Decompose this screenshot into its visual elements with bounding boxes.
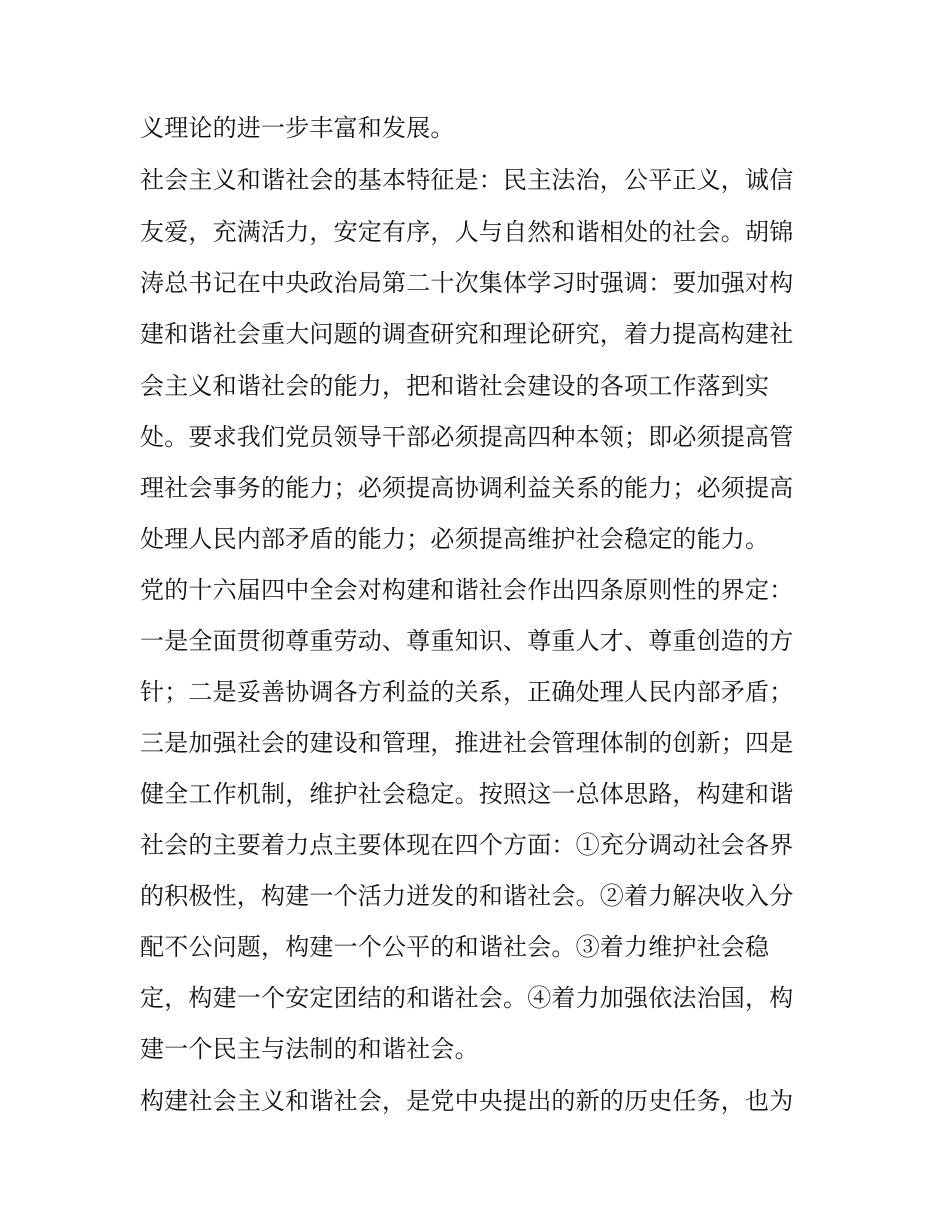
- text-line: 义理论的进一步丰富和发展。: [140, 114, 455, 142]
- text-line: 定，构建一个安定团结的和谐社会。④着力加强依法治国，构: [140, 984, 794, 1012]
- text-line: 党的十六届四中全会对构建和谐社会作出四条原则性的界定：: [140, 576, 794, 604]
- text-line: 会主义和谐社会的能力，把和谐社会建设的各项工作落到实: [140, 372, 770, 400]
- text-line: 涛总书记在中央政治局第二十次集体学习时强调：要加强对构: [140, 269, 794, 297]
- text-line: 针；二是妥善协调各方利益的关系，正确处理人民内部矛盾；: [140, 678, 794, 706]
- text-line: 构建社会主义和谐社会，是党中央提出的新的历史任务，也为: [140, 1087, 794, 1115]
- text-line: 处理人民内部矛盾的能力；必须提高维护社会稳定的能力。: [140, 525, 770, 553]
- text-line: 处。要求我们党员领导干部必须提高四种本领；即必须提高管: [140, 423, 794, 451]
- text-line: 理社会事务的能力；必须提高协调利益关系的能力；必须提高: [140, 474, 794, 502]
- text-line: 社会的主要着力点主要体现在四个方面：①充分调动社会各界: [140, 831, 794, 859]
- text-line: 配不公问题，构建一个公平的和谐社会。③着力维护社会稳: [140, 933, 770, 961]
- text-line: 社会主义和谐社会的基本特征是：民主法治，公平正义，诚信: [140, 166, 794, 194]
- text-line: 友爱，充满活力，安定有序，人与自然和谐相处的社会。胡锦: [140, 218, 794, 246]
- text-line: 健全工作机制，维护社会稳定。按照这一总体思路，构建和谐: [140, 780, 794, 808]
- text-line: 建和谐社会重大问题的调查研究和理论研究，着力提高构建社: [140, 320, 794, 348]
- text-line: 的积极性，构建一个活力迸发的和谐社会。②着力解决收入分: [140, 882, 794, 910]
- text-line: 一是全面贯彻尊重劳动、尊重知识、尊重人才、尊重创造的方: [140, 627, 794, 655]
- text-line: 建一个民主与法制的和谐社会。: [140, 1035, 479, 1063]
- text-line: 三是加强社会的建设和管理，推进社会管理体制的创新；四是: [140, 729, 794, 757]
